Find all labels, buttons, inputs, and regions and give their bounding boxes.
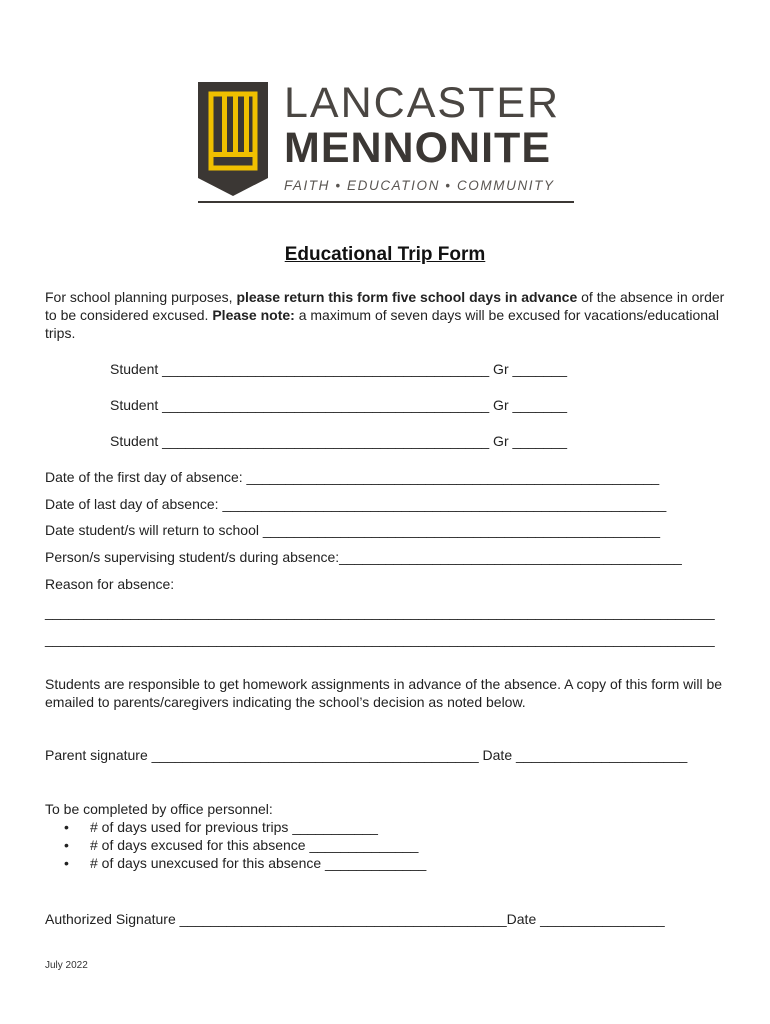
footer-date: July 2022 bbox=[45, 960, 88, 971]
intro-text-1: For school planning purposes, bbox=[45, 289, 237, 305]
logo-line-lancaster: LANCASTER bbox=[284, 79, 561, 127]
intro-bold-2: Please note: bbox=[212, 307, 295, 323]
responsibility-paragraph: Students are responsible to get homework assignments in advance of the absence. A copy of this form will be emailed to parents/caregivers indicating the school’s decision as noted below. bbox=[45, 676, 723, 710]
reason-line-2[interactable]: ______________________________________________________________________________________ bbox=[45, 631, 715, 647]
student-line-2[interactable]: Student __________________________________________ Gr _______ bbox=[110, 397, 568, 413]
school-logo bbox=[198, 80, 574, 204]
office-item-excused[interactable]: • # of days excused for this absence ______________ bbox=[62, 836, 426, 854]
reason-line-1[interactable]: ______________________________________________________________________________________ bbox=[45, 604, 715, 620]
student-line-3[interactable]: Student __________________________________________ Gr _______ bbox=[110, 433, 568, 449]
return-date-field[interactable]: Date student/s will return to school ___________________________________________________ bbox=[45, 522, 660, 538]
authorized-signature-field[interactable]: Authorized Signature __________________________________________Date ________________ bbox=[45, 911, 665, 927]
office-item-unexcused[interactable]: • # of days unexcused for this absence _____________ bbox=[62, 854, 426, 872]
intro-text-3: a maximum of seven days will be excused for vacations/educational trips. bbox=[45, 307, 719, 341]
office-list bbox=[62, 818, 426, 872]
office-heading: To be completed by office personnel: bbox=[45, 801, 273, 817]
logo-tagline: FAITH • EDUCATION • COMMUNITY bbox=[284, 178, 555, 193]
logo-divider bbox=[198, 201, 574, 203]
supervisor-field[interactable]: Person/s supervising student/s during absence:____________________________________________ bbox=[45, 549, 682, 565]
reason-label: Reason for absence: bbox=[45, 576, 175, 592]
form-title: Educational Trip Form bbox=[284, 244, 486, 265]
student-line-1[interactable]: Student __________________________________________ Gr _______ bbox=[110, 361, 568, 377]
logo-line-mennonite: MENNONITE bbox=[284, 124, 551, 172]
parent-signature-field[interactable]: Parent signature __________________________________________ Date ______________________ bbox=[45, 747, 688, 763]
lm-shield-icon bbox=[198, 82, 268, 196]
intro-bold-1: please return this form five school days in advance bbox=[236, 289, 578, 305]
last-day-absence-field[interactable]: Date of last day of absence: _________________________________________________________ bbox=[45, 496, 667, 512]
intro-text-2: of the absence in order to be considered excused. bbox=[45, 289, 725, 323]
office-item-previous-trips[interactable]: • # of days used for previous trips ___________ bbox=[62, 818, 426, 836]
intro-paragraph bbox=[45, 288, 735, 342]
first-day-absence-field[interactable]: Date of the first day of absence: _____________________________________________________ bbox=[45, 469, 660, 485]
